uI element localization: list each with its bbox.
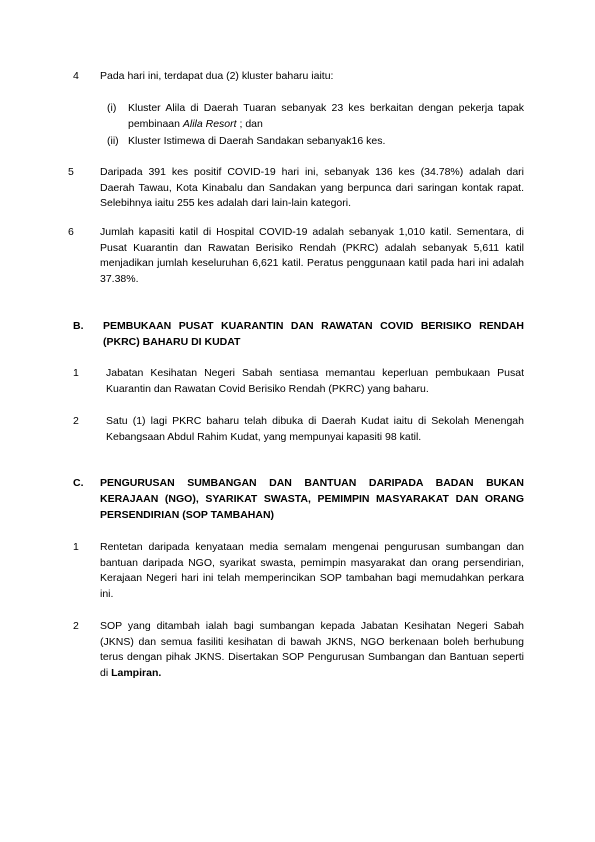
paragraph-number: 2 xyxy=(73,415,79,427)
paragraph-number: 1 xyxy=(73,541,79,553)
paragraph-6: Jumlah kapasiti katil di Hospital COVID-19 adalah sebanyak 1,010 katil. Sementara, di Pusat Kuarantin dan Rawatan Berisiko Rendah (PKRC) adalah sebanyak 5,611 katil menjadikan jumlah keseluruhan 6,621 katil. Peratus penggunaan katil pada hari ini adalah 37.38%. xyxy=(100,226,524,285)
list-item-number: (ii) xyxy=(107,135,119,147)
list-item-number: (i) xyxy=(107,102,117,114)
paragraph-number: 6 xyxy=(68,226,74,238)
paragraph-b1: Jabatan Kesihatan Negeri Sabah sentiasa memantau keperluan pembukaan Pusat Kuarantin dan Rawatan Covid Berisiko Rendah (PKRC) yang baharu. xyxy=(106,367,524,395)
paragraph-number: 1 xyxy=(73,367,79,379)
paragraph-c2: SOP yang ditambah ialah bagi sumbangan kepada Jabatan Kesihatan Negeri Sabah (JKNS) dan semua fasiliti kesihatan di bawah JKNS, NGO berkenaan boleh berhubung terus dengan pihak JKNS. Disertakan SOP Pengurusan Sumbangan dan Bantuan seperti di Lampiran. xyxy=(100,620,524,679)
section-heading: PENGURUSAN SUMBANGAN DAN BANTUAN DARIPADA BADAN BUKAN KERAJAAN (NGO), SYARIKAT SWASTA, PEMIMPIN MASYARAKAT DAN ORANG PERSENDIRIAN (SOP TAMBAHAN) xyxy=(100,477,524,521)
paragraph-number: 4 xyxy=(73,70,79,82)
section-letter: B. xyxy=(73,320,84,332)
paragraph-b2: Satu (1) lagi PKRC baharu telah dibuka di Daerah Kudat iaitu di Sekolah Menengah Kebangsaan Abdul Rahim Kudat, yang mempunyai kapasiti 98 katil. xyxy=(106,415,524,443)
paragraph-5: Daripada 391 kes positif COVID-19 hari ini, sebanyak 136 kes (34.78%) adalah dari Daerah Tawau, Kota Kinabalu dan Sandakan yang berpunca dari saringan kontak rapat. Selebihnya iaitu 255 kes adalah dari lain-lain kategori. xyxy=(100,166,524,210)
paragraph-4: Pada hari ini, terdapat dua (2) kluster baharu iaitu: xyxy=(100,70,334,82)
paragraph-number: 2 xyxy=(73,620,79,632)
paragraph-number: 5 xyxy=(68,166,74,178)
paragraph-c1: Rentetan daripada kenyataan media semalam mengenai pengurusan sumbangan dan bantuan daripada NGO, syarikat swasta, pemimpin masyarakat dan orang persendirian, Kerajaan Negeri hari ini telah memperincikan SOP tambahan bagi memudahkan perkara ini. xyxy=(100,541,524,600)
list-item: Kluster Istimewa di Daerah Sandakan sebanyak16 kes. xyxy=(128,135,386,147)
section-letter: C. xyxy=(73,477,84,489)
section-heading: PEMBUKAAN PUSAT KUARANTIN DAN RAWATAN COVID BERISIKO RENDAH (PKRC) BAHARU DI KUDAT xyxy=(103,320,524,348)
list-item: Kluster Alila di Daerah Tuaran sebanyak 23 kes berkaitan dengan pekerja tapak pembinaan Alila Resort ; dan xyxy=(128,102,524,130)
